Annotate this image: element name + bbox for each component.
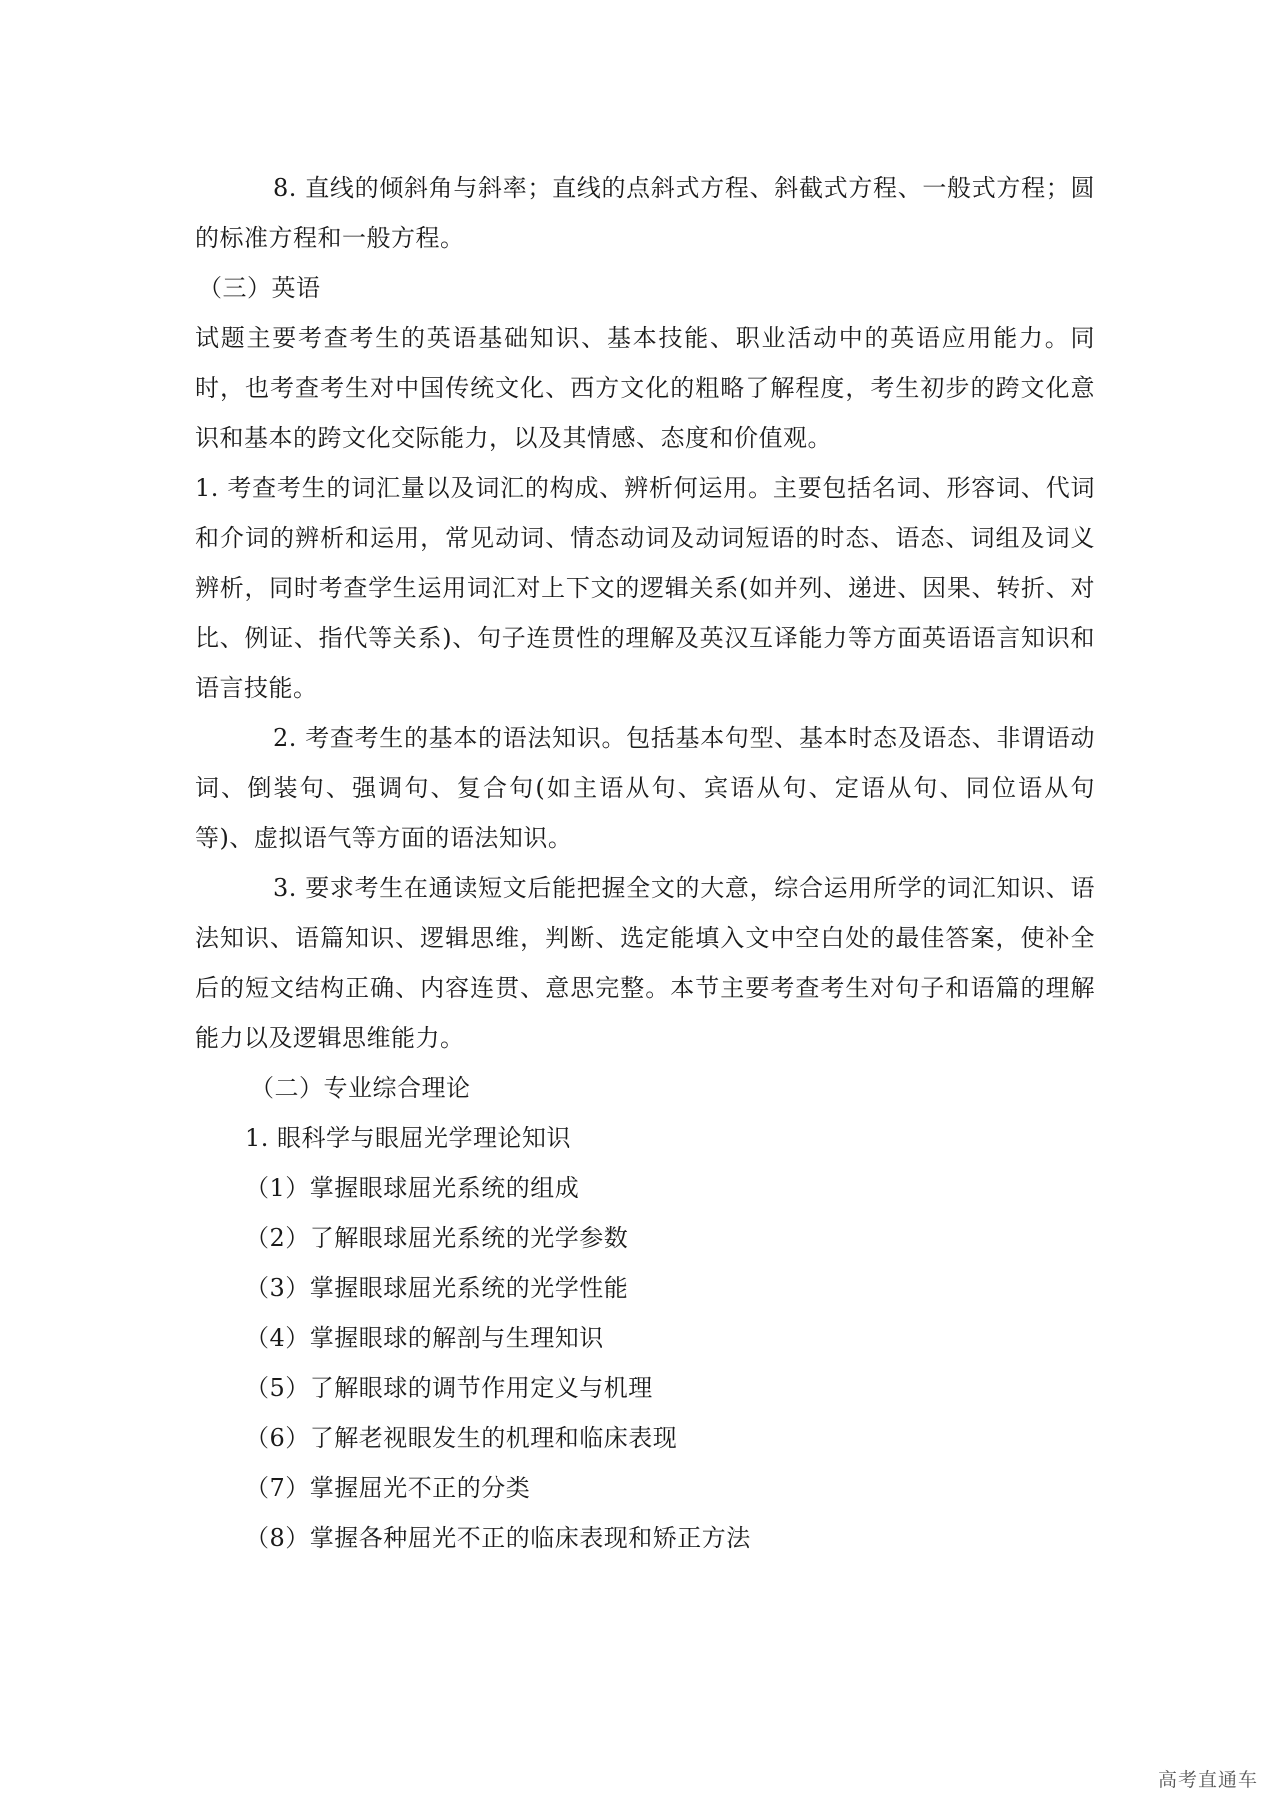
list-item: （7）掌握屈光不正的分类 xyxy=(245,1474,531,1502)
paragraph-english-reading: 3. 要求考生在通读短文后能把握全文的大意，综合运用所学的词汇知识、语法知识、语篇知识、逻辑思维，判断、选定能填入文中空白处的最佳答案，使补全后的短文结构正确、内容连贯、意思完整。本节主要考查考生对句子和语篇的理解能力以及逻辑思维能力。 xyxy=(195,874,1095,1052)
list-item: （2）了解眼球屈光系统的光学参数 xyxy=(245,1224,629,1252)
paragraph-english-vocabulary: 1. 考查考生的词汇量以及词汇的构成、辨析何运用。主要包括名词、形容词、代词和介词的辨析和运用，常见动词、情态动词及动词短语的时态、语态、词组及词义辨析，同时考查学生运用词汇对上下文的逻辑关系(如并列、递进、因果、转折、对比、例证、指代等关系)、句子连贯性的理解及英汉互译能力等方面英语语言知识和语言技能。 xyxy=(195,474,1095,702)
list-item: （6）了解老视眼发生的机理和临床表现 xyxy=(245,1424,678,1452)
paragraph-english-overview: 试题主要考查考生的英语基础知识、基本技能、职业活动中的英语应用能力。同时，也考查考生对中国传统文化、西方文化的粗略了解程度，考生初步的跨文化意识和基本的跨文化交际能力，以及其情感、态度和价值观。 xyxy=(195,324,1095,452)
document-body xyxy=(195,163,1095,1563)
section-heading-english: （三）英语 xyxy=(198,274,321,302)
watermark: 高考直通车 xyxy=(1157,1769,1258,1791)
list-item: （4）掌握眼球的解剖与生理知识 xyxy=(245,1324,604,1352)
list-item: （1）掌握眼球屈光系统的组成 xyxy=(245,1174,580,1202)
list-item: （3）掌握眼球屈光系统的光学性能 xyxy=(245,1274,629,1302)
section-heading-professional-theory: （二）专业综合理论 xyxy=(250,1074,471,1102)
paragraph-line-equations: 8. 直线的倾斜角与斜率；直线的点斜式方程、斜截式方程、一般式方程；圆的标准方程和一般方程。 xyxy=(195,174,1095,252)
list-item: （5）了解眼球的调节作用定义与机理 xyxy=(245,1374,653,1402)
subheading-ophthalmology: 1. 眼科学与眼屈光学理论知识 xyxy=(245,1124,572,1152)
list-item: （8）掌握各种屈光不正的临床表现和矫正方法 xyxy=(245,1524,751,1552)
paragraph-english-grammar: 2. 考查考生的基本的语法知识。包括基本句型、基本时态及语态、非谓语动词、倒装句、强调句、复合句(如主语从句、宾语从句、定语从句、同位语从句等)、虚拟语气等方面的语法知识。 xyxy=(195,724,1095,852)
